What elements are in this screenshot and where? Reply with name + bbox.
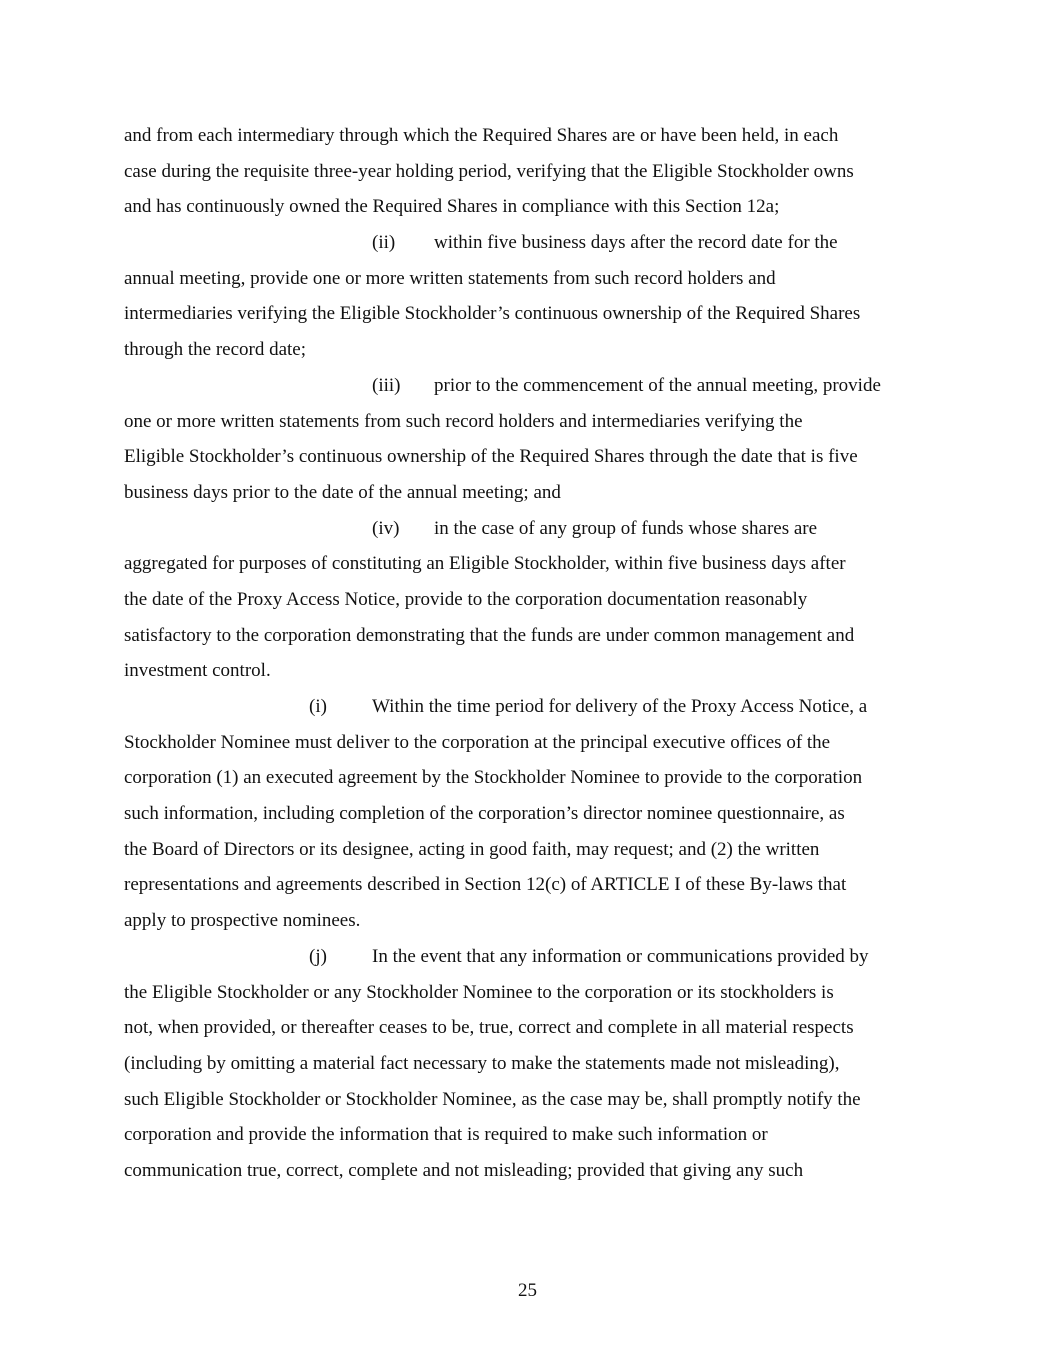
text-line: corporation (1) an executed agreement by the Stockholder Nominee to provide to the corporation [124, 767, 863, 789]
text-line: intermediaries verifying the Eligible Stockholder’s continuous ownership of the Required Shares [124, 303, 861, 325]
text-line: satisfactory to the corporation demonstrating that the funds are under common management and [124, 624, 855, 646]
paragraph-first-line: Within the time period for delivery of the Proxy Access Notice, a [372, 696, 868, 717]
subparagraph-marker: (iii) [372, 374, 401, 396]
text-line: apply to prospective nominees. [124, 910, 361, 932]
text-line: communication true, correct, complete and not misleading; provided that giving any such [124, 1159, 804, 1181]
text-line: aggregated for purposes of constituting an Eligible Stockholder, within five business days after [124, 553, 846, 575]
page-number: 25 [518, 1280, 537, 1301]
text-line: such Eligible Stockholder or Stockholder Nominee, as the case may be, shall promptly notify the [124, 1088, 861, 1110]
text-line: the date of the Proxy Access Notice, provide to the corporation documentation reasonably [124, 588, 808, 610]
subparagraph-first-line: in the case of any group of funds whose shares are [434, 517, 818, 539]
text-line: such information, including completion of the corporation’s director nominee questionnaire, as [124, 803, 845, 825]
document-body [124, 118, 932, 1189]
text-line: one or more written statements from such record holders and intermediaries verifying the [124, 410, 803, 432]
text-line: corporation and provide the information that is required to make such information or [124, 1124, 768, 1146]
text-line: the Board of Directors or its designee, acting in good faith, may request; and (2) the written [124, 838, 820, 860]
subparagraph-first-line: within five business days after the record date for the [434, 232, 838, 254]
text-line: Stockholder Nominee must deliver to the corporation at the principal executive offices of the [124, 731, 831, 753]
paragraph-marker: (j) [309, 945, 327, 967]
paragraph-i [124, 689, 932, 725]
text-line: and has continuously owned the Required Shares in compliance with this Section 12a; [124, 196, 780, 218]
subparagraph-first-line: prior to the commencement of the annual meeting, provide [434, 374, 881, 396]
text-line: (including by omitting a material fact necessary to make the statements made not misleading), [124, 1052, 840, 1074]
text-line: through the record date; [124, 339, 307, 361]
text-line: case during the requisite three-year holding period, verifying that the Eligible Stockholder owns [124, 160, 854, 182]
text-line: the Eligible Stockholder or any Stockholder Nominee to the corporation or its stockholders is [124, 981, 834, 1003]
subparagraph-iv [124, 511, 932, 547]
text-line: and from each intermediary through which the Required Shares are or have been held, in each [124, 125, 839, 146]
paragraph-first-line: In the event that any information or communications provided by [372, 945, 869, 967]
text-line: representations and agreements described in Section 12(c) of ARTICLE I of these By-laws that [124, 874, 847, 896]
subparagraph-marker: (iv) [372, 517, 400, 539]
subparagraph-iii [124, 368, 932, 404]
text-line: annual meeting, provide one or more written statements from such record holders and [124, 267, 776, 289]
paragraph-j [124, 939, 932, 975]
text-line: Eligible Stockholder’s continuous ownership of the Required Shares through the date that is five [124, 446, 858, 468]
subparagraph-ii [124, 225, 932, 261]
subparagraph-marker: (ii) [372, 232, 396, 254]
text-line: business days prior to the date of the annual meeting; and [124, 481, 561, 503]
text-line: investment control. [124, 660, 271, 682]
text-line: not, when provided, or thereafter ceases to be, true, correct and complete in all material respects [124, 1017, 854, 1039]
paragraph-marker: (i) [309, 696, 327, 717]
